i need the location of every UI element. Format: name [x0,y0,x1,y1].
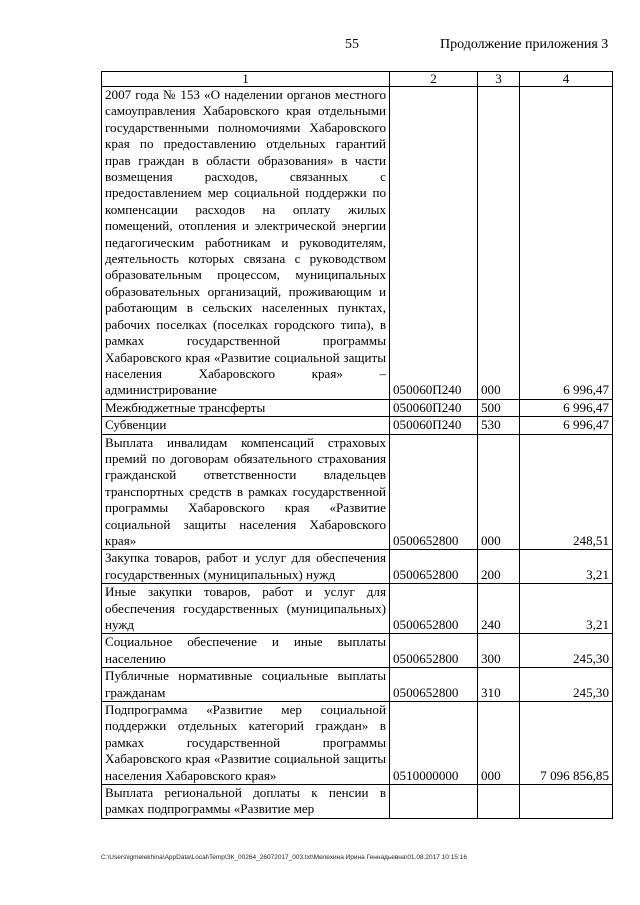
column-header-4: 4 [520,72,613,87]
row-csr: 0500652800 [390,634,478,668]
row-vr: 000 [478,87,520,400]
table-row [102,634,613,668]
row-csr: 050060П240 [390,399,478,416]
row-sum: 3,21 [520,584,613,634]
row-csr: 0500652800 [390,434,478,550]
table-row [102,399,613,416]
table-row [102,550,613,584]
row-sum: 6 996,47 [520,399,613,416]
row-vr: 530 [478,417,520,434]
row-name: Межбюджетные трансферты [102,399,390,416]
row-name: Выплата инвалидам компенсаций страховых премий по договорам обязательного страхования гражданской ответственности владельцев транспортных средств в рамках государственной программы Хабаровского края «Развитие социальной защиты населения Хабаровского края» [102,434,390,550]
row-csr: 050060П240 [390,87,478,400]
row-csr: 0500652800 [390,668,478,702]
row-vr: 240 [478,584,520,634]
row-name: Субвенции [102,417,390,434]
table-row [102,785,613,819]
table-row [102,584,613,634]
row-csr: 0510000000 [390,702,478,785]
row-name: Иные закупки товаров, работ и услуг для обеспечения государственных (муниципальных) нужд [102,584,390,634]
table-row [102,702,613,785]
row-vr: 200 [478,550,520,584]
row-name: Публичные нормативные социальные выплаты гражданам [102,668,390,702]
row-vr: 000 [478,702,520,785]
row-name: Закупка товаров, работ и услуг для обеспечения государственных (муниципальных) нужд [102,550,390,584]
row-vr: 500 [478,399,520,416]
row-name: Подпрограмма «Развитие мер социальной поддержки отдельных категорий граждан» в рамках государственной программы Хабаровского края «Развитие социальной защиты населения Хабаровского края» [102,702,390,785]
page-number: 55 [345,37,359,52]
row-sum: 3,21 [520,550,613,584]
column-header-row [102,72,613,87]
continuation-label: Продолжение приложения 3 [440,37,609,52]
row-vr: 300 [478,634,520,668]
budget-table [101,71,613,819]
row-sum: 7 096 856,85 [520,702,613,785]
row-sum [520,785,613,819]
column-header-3: 3 [478,72,520,87]
column-header-2: 2 [390,72,478,87]
row-vr: 310 [478,668,520,702]
table-row [102,434,613,550]
row-csr [390,785,478,819]
file-path-footer: C:\Users\igmelekhina\AppData\Local\Temp\ЗК_00264_26072017_003.txt\Мелехина Ирина Геннадьевна\01.08.2017 10:15:16 [101,854,467,861]
row-sum: 245,30 [520,668,613,702]
row-csr: 0500652800 [390,584,478,634]
table-row [102,668,613,702]
column-header-1: 1 [102,72,390,87]
table-row [102,417,613,434]
row-csr: 0500652800 [390,550,478,584]
row-sum: 6 996,47 [520,87,613,400]
row-sum: 6 996,47 [520,417,613,434]
row-name: 2007 года № 153 «О наделении органов местного самоуправления Хабаровского края отдельными государственными полномочиями Хабаровского края по предоставлению отдельных гарантий прав граждан в области образования» в части возмещения расходов, связанных с предоставлением мер социальной поддержки по компенсации расходов на оплату жилых помещений, отопления и электрической энергии педагогическим работникам и руководителям, деятельность которых связана с руководством образовательным процессом, муниципальных образовательных организаций, проживающим и работающим в сельских населенных пунктах, рабочих поселках (поселках городского типа), в рамках государственной программы Хабаровского края «Развитие социальной защиты населения Хабаровского края» – администрирование [102,87,390,400]
row-vr: 000 [478,434,520,550]
row-sum: 245,30 [520,634,613,668]
row-name: Социальное обеспечение и иные выплаты населению [102,634,390,668]
row-sum: 248,51 [520,434,613,550]
row-name: Выплата региональной доплаты к пенсии в рамках подпрограммы «Развитие мер [102,785,390,819]
table-row [102,87,613,400]
row-vr [478,785,520,819]
row-csr: 050060П240 [390,417,478,434]
